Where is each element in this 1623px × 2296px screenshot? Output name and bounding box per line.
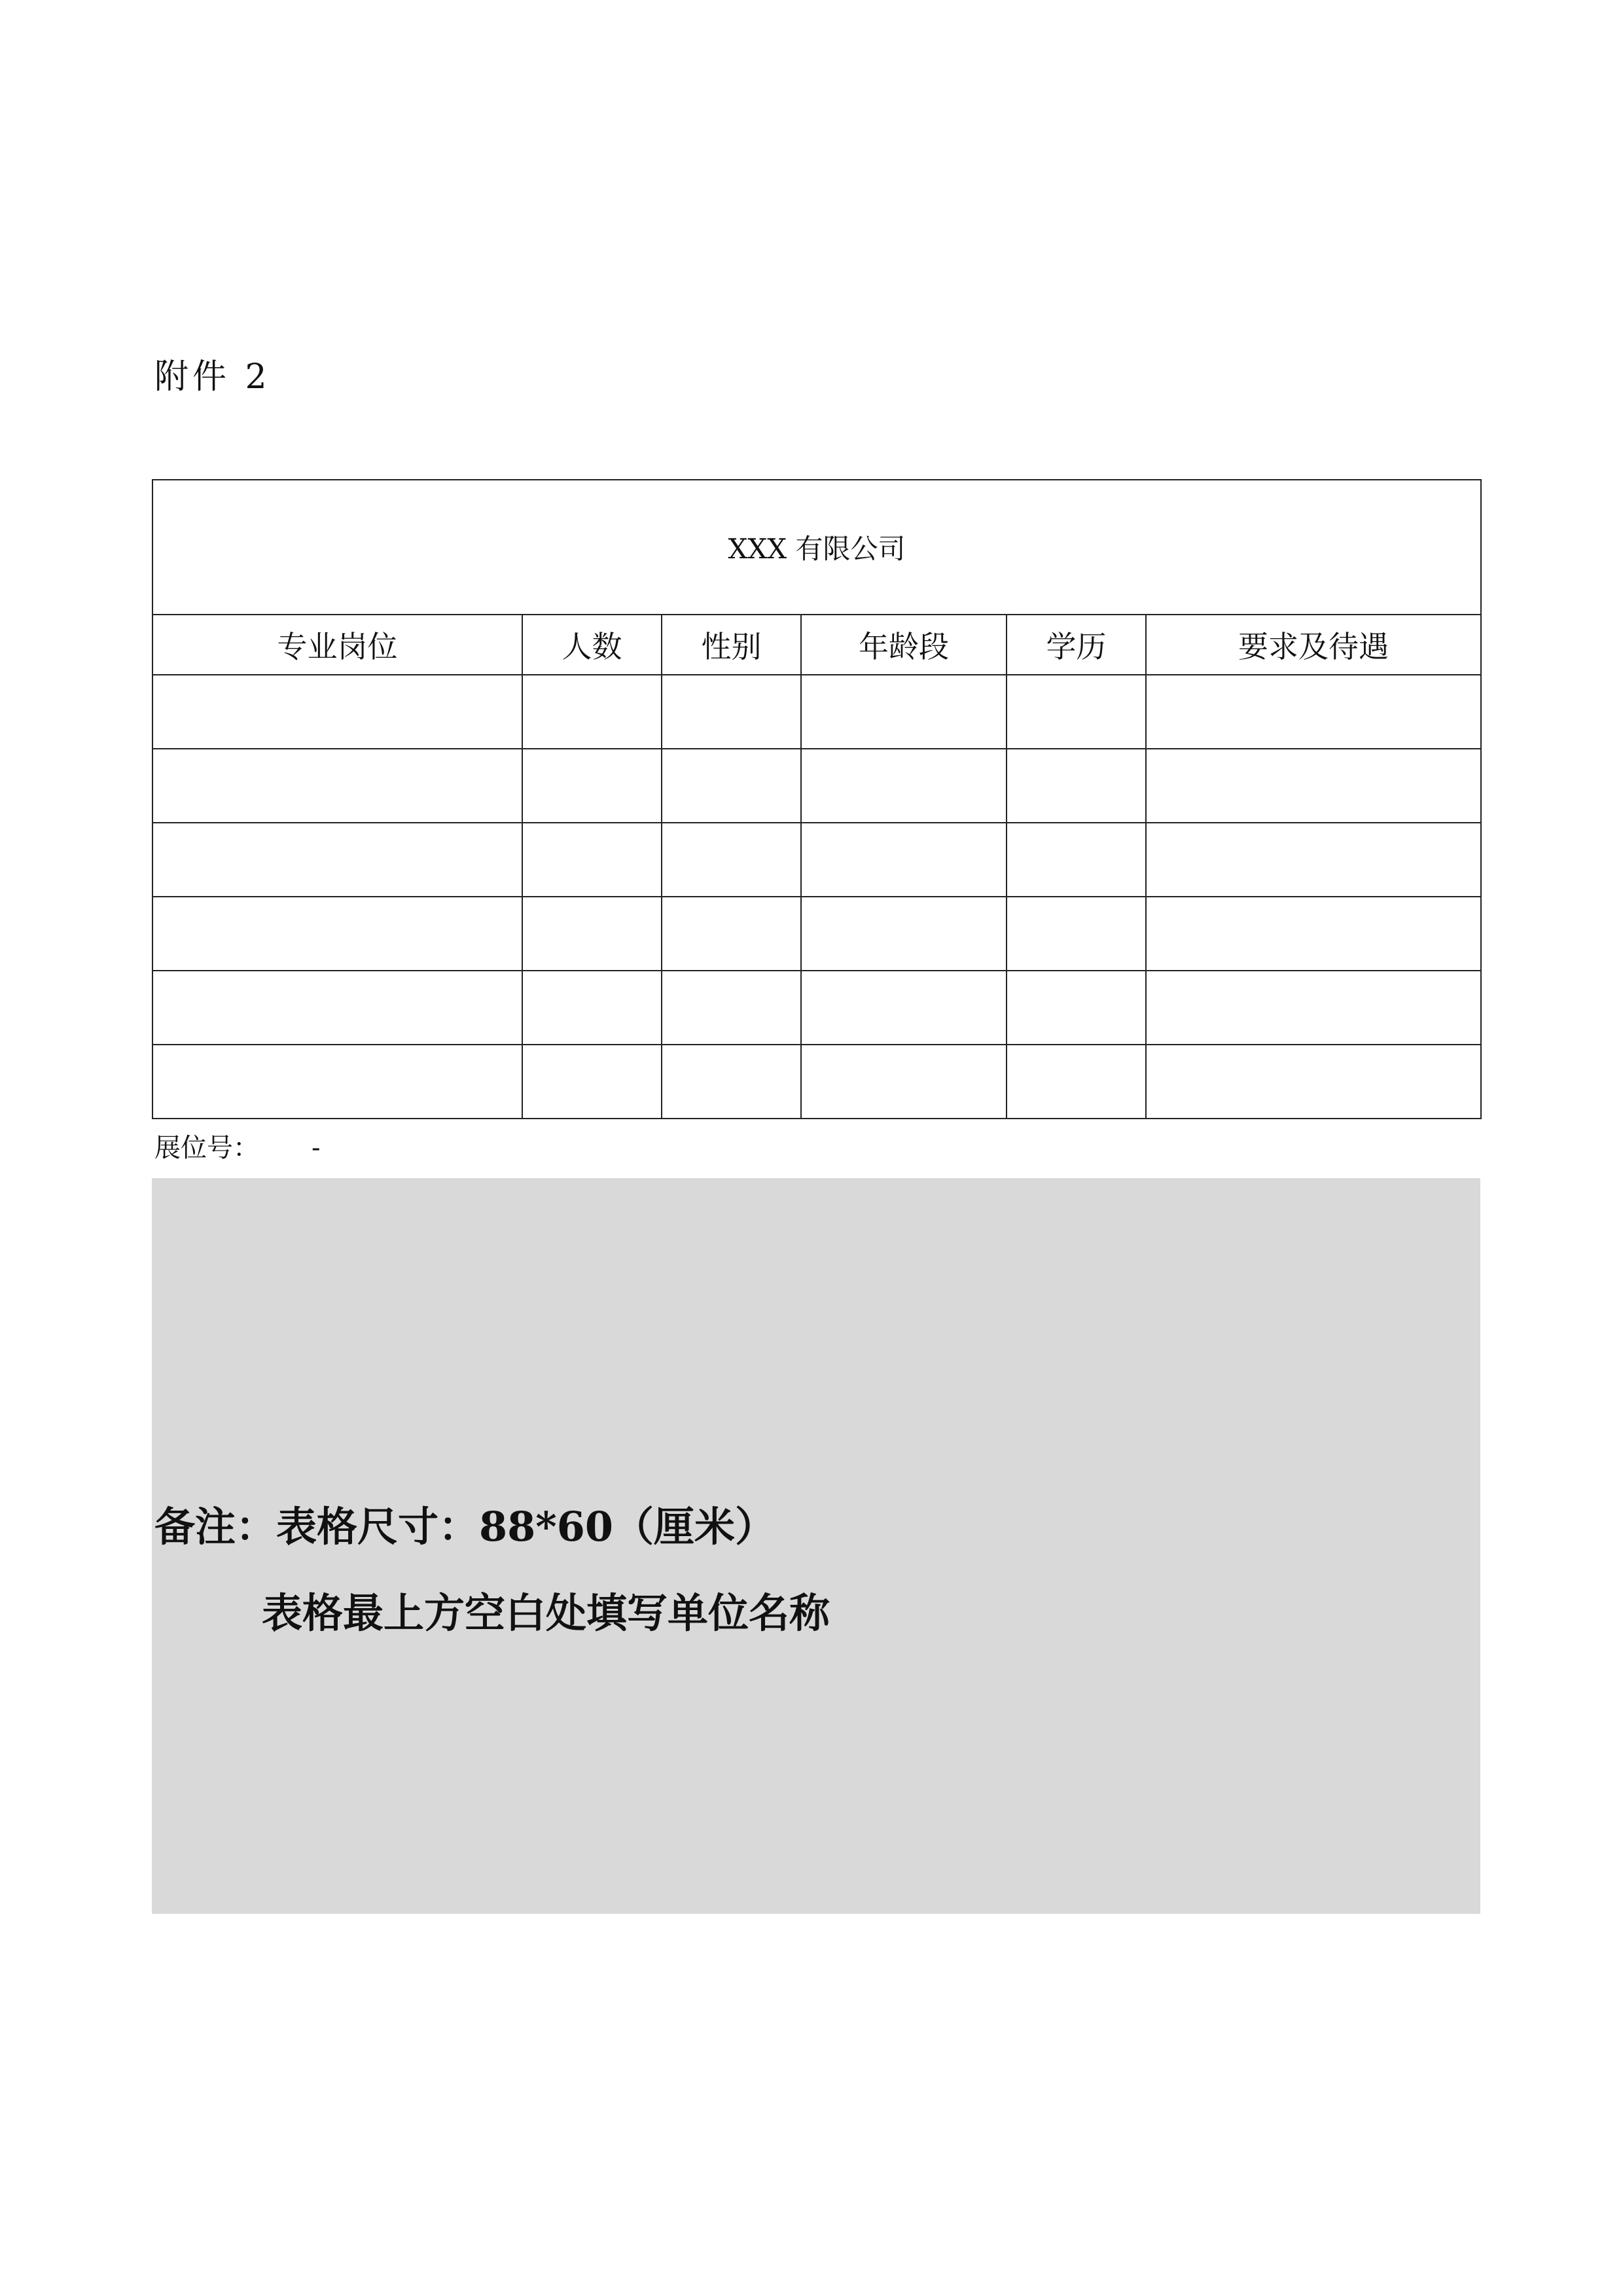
table-cell[interactable]	[1146, 675, 1481, 749]
table-cell[interactable]	[662, 823, 801, 897]
table-cell[interactable]	[152, 1045, 522, 1119]
table-cell[interactable]	[662, 1045, 801, 1119]
attachment-label: 附件 2	[154, 357, 271, 397]
table-row	[152, 897, 1481, 971]
table-row	[152, 823, 1481, 897]
table-cell[interactable]	[662, 749, 801, 823]
table-cell[interactable]	[1146, 823, 1481, 897]
table-cell[interactable]	[522, 897, 662, 971]
table-cell[interactable]	[662, 675, 801, 749]
table-cell[interactable]	[1146, 897, 1481, 971]
table-row	[152, 971, 1481, 1045]
table-cell[interactable]	[1146, 971, 1481, 1045]
table-cell[interactable]	[522, 749, 662, 823]
table-cell[interactable]	[1007, 749, 1146, 823]
table-cell[interactable]	[522, 971, 662, 1045]
table-cell[interactable]	[801, 675, 1007, 749]
booth-number-value[interactable]: -	[312, 1133, 321, 1163]
table-cell[interactable]	[801, 1045, 1007, 1119]
column-header-headcount: 人数	[522, 615, 662, 675]
table-cell[interactable]	[1007, 823, 1146, 897]
table-cell[interactable]	[1007, 897, 1146, 971]
table-cell[interactable]	[152, 675, 522, 749]
column-header-gender: 性别	[662, 615, 801, 675]
company-name[interactable]: XXX 有限公司	[152, 480, 1481, 615]
table-header-row	[152, 615, 1481, 675]
note-instruction-line: 表格最上方空白处填写单位名称	[262, 1589, 830, 1637]
table-cell[interactable]	[1146, 1045, 1481, 1119]
table-cell[interactable]	[152, 823, 522, 897]
column-header-requirements: 要求及待遇	[1146, 615, 1481, 675]
table-cell[interactable]	[801, 897, 1007, 971]
booth-number	[154, 1130, 321, 1166]
job-posting-table	[152, 479, 1482, 1119]
table-cell[interactable]	[801, 971, 1007, 1045]
company-row	[152, 480, 1481, 615]
table-cell[interactable]	[152, 971, 522, 1045]
booth-number-label: 展位号：	[154, 1133, 259, 1163]
table-row	[152, 675, 1481, 749]
table-cell[interactable]	[662, 897, 801, 971]
table-row	[152, 749, 1481, 823]
table-cell[interactable]	[1007, 1045, 1146, 1119]
table-cell[interactable]	[152, 897, 522, 971]
table-cell[interactable]	[152, 749, 522, 823]
table-cell[interactable]	[1007, 971, 1146, 1045]
note-box	[152, 1178, 1480, 1914]
table-cell[interactable]	[522, 1045, 662, 1119]
table-cell[interactable]	[801, 823, 1007, 897]
column-header-age-range: 年龄段	[801, 615, 1007, 675]
table-cell[interactable]	[801, 749, 1007, 823]
column-header-education: 学历	[1007, 615, 1146, 675]
table-row	[152, 1045, 1481, 1119]
table-cell[interactable]	[1007, 675, 1146, 749]
table-cell[interactable]	[662, 971, 801, 1045]
table-cell[interactable]	[522, 675, 662, 749]
table-cell[interactable]	[522, 823, 662, 897]
note-size-line: 备注：表格尺寸：88*60（厘米）	[154, 1503, 776, 1551]
table-cell[interactable]	[1146, 749, 1481, 823]
column-header-position: 专业岗位	[152, 615, 522, 675]
